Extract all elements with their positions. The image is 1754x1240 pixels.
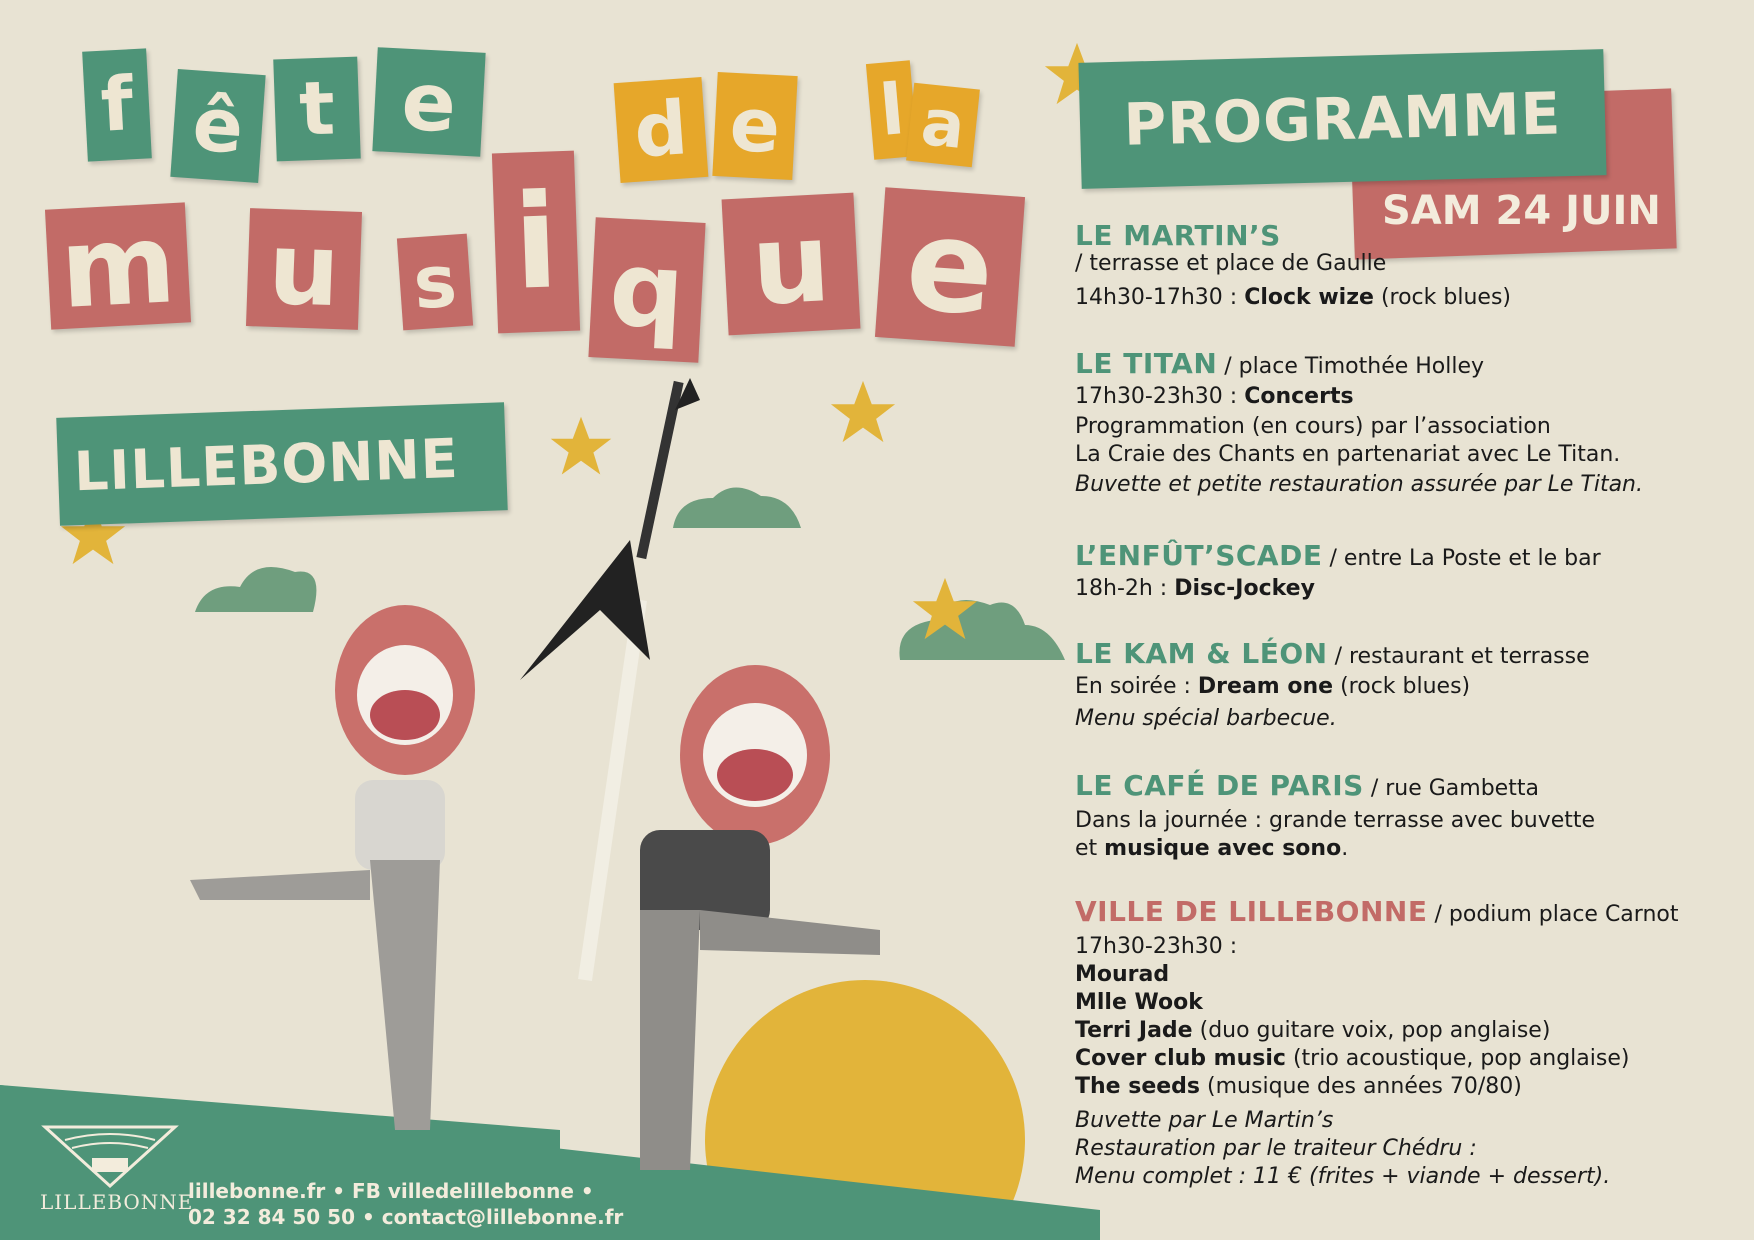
- title-letter: e: [875, 187, 1025, 346]
- list-item: [1075, 1045, 1735, 1073]
- title-letter: ê: [170, 69, 265, 183]
- venue-ville: [1075, 895, 1735, 1191]
- act-name: The seeds: [1075, 1074, 1201, 1099]
- venue-martins: [1075, 219, 1735, 312]
- venue-name: LE MARTIN’S: [1075, 219, 1281, 252]
- act-name: Disc-Jockey: [1174, 576, 1315, 601]
- footer-line: lillebonne.fr • FB villedelillebonne •: [188, 1179, 594, 1203]
- venue-desc: et: [1075, 836, 1098, 861]
- venue-titan: [1075, 347, 1735, 499]
- list-item: [1075, 961, 1735, 989]
- footer-contact: [188, 1178, 623, 1230]
- venue-place: / restaurant et terrasse: [1334, 644, 1590, 669]
- venue-desc-bold: musique avec sono: [1104, 836, 1342, 861]
- list-item: [1075, 989, 1735, 1017]
- title-letter: e: [712, 72, 797, 180]
- date-label: SAM 24 JUIN: [1382, 188, 1661, 234]
- act-name: Concerts: [1244, 384, 1354, 409]
- venue-desc: .: [1341, 836, 1349, 861]
- star-icon: [828, 378, 898, 452]
- venue-note: Restauration par le traiteur Chédru :: [1075, 1136, 1477, 1161]
- venue-note: Menu spécial barbecue.: [1075, 706, 1337, 731]
- venue-name: LE TITAN: [1075, 347, 1218, 380]
- venue-place: / place Timothée Holley: [1224, 354, 1485, 379]
- venue-place: / terrasse et place de Gaulle: [1075, 251, 1387, 276]
- time: En soirée :: [1075, 674, 1191, 699]
- act-name: Cover club music: [1075, 1046, 1286, 1071]
- venue-name: VILLE DE LILLEBONNE: [1075, 895, 1428, 928]
- title-letter: d: [614, 77, 709, 183]
- venue-place: / entre La Poste et le bar: [1329, 546, 1601, 571]
- venue-desc: Programmation (en cours) par l’association: [1075, 414, 1551, 439]
- venue-name: LE KAM & LÉON: [1075, 637, 1328, 670]
- title-letter: s: [397, 234, 473, 331]
- programme-heading: PROGRAMME: [1078, 49, 1606, 189]
- city-label: LILLEBONNE: [56, 402, 507, 526]
- venue-enfutscade: [1075, 539, 1735, 603]
- act-name: Dream one: [1197, 674, 1334, 699]
- logo-icon: [40, 1122, 180, 1188]
- act-desc: (duo guitare voix, pop anglaise): [1199, 1018, 1551, 1043]
- time: 18h-2h :: [1075, 576, 1168, 601]
- venue-name: LE CAFÉ DE PARIS: [1075, 769, 1364, 802]
- title-letter: f: [82, 48, 152, 161]
- list-item: [1075, 1073, 1735, 1101]
- venue-place: / podium place Carnot: [1434, 902, 1679, 927]
- act-desc: (musique des années 70/80): [1207, 1074, 1522, 1099]
- venue-desc: Dans la journée : grande terrasse avec buvette: [1075, 808, 1596, 833]
- act-desc: (trio acoustique, pop anglaise): [1292, 1046, 1630, 1071]
- act-name: Clock wize: [1244, 285, 1374, 310]
- title-letter: e: [372, 47, 485, 157]
- cloud-icon: [673, 487, 801, 528]
- title-letter: a: [906, 83, 980, 167]
- star-icon: [910, 575, 980, 649]
- venue-cafeparis: [1075, 769, 1735, 863]
- title-letter: q: [588, 217, 705, 363]
- footer-line: 02 32 84 50 50 • contact@lillebonne.fr: [188, 1205, 624, 1229]
- time: 17h30-23h30 :: [1075, 384, 1238, 409]
- time: 14h30-17h30 :: [1075, 285, 1238, 310]
- title-letter: u: [722, 193, 861, 336]
- venue-schedule: [1075, 284, 1735, 312]
- venue-desc: La Craie des Chants en partenariat avec Le Titan.: [1075, 442, 1621, 467]
- venue-note: Buvette et petite restauration assurée par Le Titan.: [1075, 472, 1643, 497]
- venue-note: Buvette par Le Martin’s: [1075, 1108, 1334, 1133]
- title-letter: i: [492, 151, 580, 334]
- star-icon: [548, 414, 614, 484]
- title-letter: u: [246, 208, 362, 330]
- act-name: Mourad: [1075, 962, 1170, 987]
- list-item: [1075, 1017, 1735, 1045]
- logo-text: LILLEBONNE: [40, 1190, 194, 1214]
- venue-name: L’ENFÛT’SCADE: [1075, 539, 1323, 572]
- time: 17h30-23h30 :: [1075, 934, 1238, 959]
- title-letter: t: [273, 57, 361, 162]
- act-genre: (rock blues): [1380, 285, 1511, 310]
- venue-note: Menu complet : 11 € (frites + viande + dessert).: [1075, 1164, 1611, 1189]
- title-letter: m: [45, 202, 191, 329]
- cloud-icon: [195, 567, 316, 612]
- act-name: Terri Jade: [1075, 1018, 1193, 1043]
- act-list: [1075, 961, 1735, 1101]
- act-genre: (rock blues): [1340, 674, 1471, 699]
- venue-place: / rue Gambetta: [1370, 776, 1539, 801]
- act-name: Mlle Wook: [1075, 990, 1203, 1015]
- title-letter: l: [866, 60, 918, 159]
- logo: [40, 1122, 194, 1214]
- venue-kamleon: [1075, 637, 1735, 733]
- dancer-left-illustration: [190, 605, 475, 1130]
